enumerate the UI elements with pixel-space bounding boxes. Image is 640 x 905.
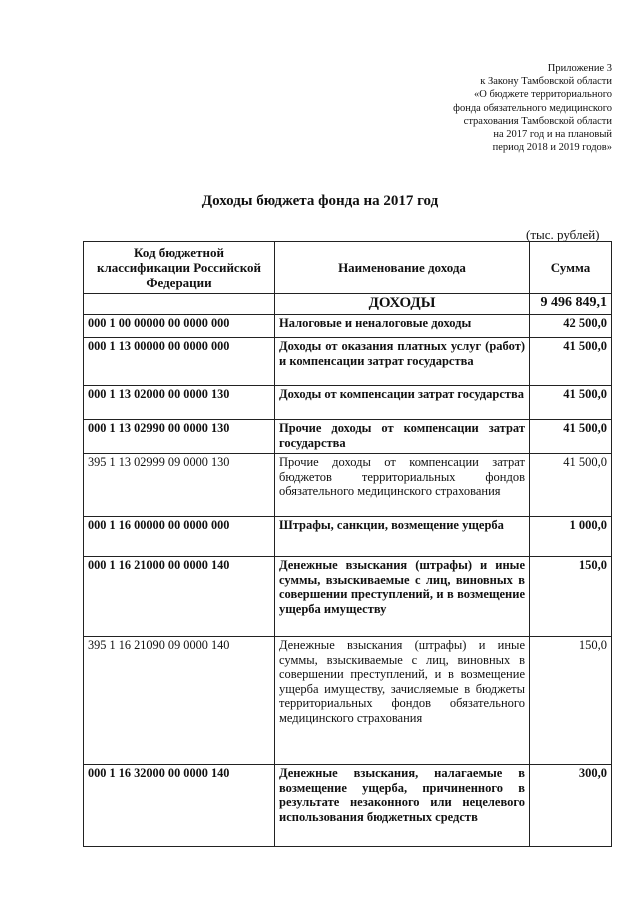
row-sum: 41 500,0 bbox=[530, 420, 612, 454]
table-header-row bbox=[84, 242, 612, 294]
row-name: Денежные взыскания, налагаемые в возмещение ущерба, причиненного в результате незаконного или нецелевого использования бюджетных средств bbox=[275, 765, 530, 847]
appendix-line: фонда обязательного медицинского bbox=[453, 102, 612, 114]
total-code-cell bbox=[84, 294, 275, 315]
row-code: 395 1 16 21090 09 0000 140 bbox=[84, 637, 275, 765]
header-code: Код бюджетной классификации Российской Федерации bbox=[84, 242, 275, 294]
table-row bbox=[84, 557, 612, 637]
appendix-line: Приложение 3 bbox=[547, 63, 612, 74]
header-name: Наименование дохода bbox=[275, 242, 530, 294]
page-title: Доходы бюджета фонда на 2017 год bbox=[201, 193, 439, 209]
appendix-line: страхования Тамбовской области bbox=[463, 115, 612, 127]
table-row bbox=[84, 637, 612, 765]
row-name: Штрафы, санкции, возмещение ущерба bbox=[275, 517, 530, 557]
table-row bbox=[84, 420, 612, 454]
table-row bbox=[84, 386, 612, 420]
appendix-line: к Закону Тамбовской области bbox=[480, 76, 612, 88]
appendix-reference bbox=[400, 62, 612, 154]
total-label: ДОХОДЫ bbox=[275, 294, 530, 315]
units-label: (тыс. рублей) bbox=[526, 227, 600, 242]
row-name: Доходы от компенсации затрат государства bbox=[275, 386, 530, 420]
row-name: Прочие доходы от компенсации затрат бюджетов территориальных фондов обязательного медицинского страхования bbox=[275, 454, 530, 517]
row-sum: 41 500,0 bbox=[530, 454, 612, 517]
row-code: 000 1 16 32000 00 0000 140 bbox=[84, 765, 275, 847]
total-sum: 9 496 849,1 bbox=[530, 294, 612, 315]
row-name: Доходы от оказания платных услуг (работ) и компенсации затрат государства bbox=[275, 338, 530, 386]
total-row bbox=[84, 294, 612, 315]
row-sum: 42 500,0 bbox=[530, 315, 612, 338]
row-sum: 300,0 bbox=[530, 765, 612, 847]
row-sum: 150,0 bbox=[530, 637, 612, 765]
income-table bbox=[83, 241, 612, 847]
row-code: 000 1 16 21000 00 0000 140 bbox=[84, 557, 275, 637]
row-sum: 41 500,0 bbox=[530, 338, 612, 386]
header-sum: Сумма bbox=[530, 242, 612, 294]
row-name: Прочие доходы от компенсации затрат государства bbox=[275, 420, 530, 454]
row-code: 000 1 00 00000 00 0000 000 bbox=[84, 315, 275, 338]
table-row bbox=[84, 315, 612, 338]
table-row bbox=[84, 454, 612, 517]
row-code: 000 1 13 02000 00 0000 130 bbox=[84, 386, 275, 420]
row-name: Налоговые и неналоговые доходы bbox=[275, 315, 530, 338]
row-sum: 1 000,0 bbox=[530, 517, 612, 557]
table-row bbox=[84, 338, 612, 386]
appendix-line: период 2018 и 2019 годов» bbox=[492, 142, 612, 154]
table-row bbox=[84, 517, 612, 557]
row-name: Денежные взыскания (штрафы) и иные суммы, взыскиваемые с лиц, виновных в совершении преступлений, и в возмещение ущерба имуществу bbox=[275, 557, 530, 637]
row-code: 000 1 16 00000 00 0000 000 bbox=[84, 517, 275, 557]
row-sum: 150,0 bbox=[530, 557, 612, 637]
row-code: 395 1 13 02999 09 0000 130 bbox=[84, 454, 275, 517]
table-row bbox=[84, 765, 612, 847]
appendix-line: «О бюджете территориального bbox=[474, 89, 612, 101]
row-code: 000 1 13 02990 00 0000 130 bbox=[84, 420, 275, 454]
row-name: Денежные взыскания (штрафы) и иные суммы, взыскиваемые с лиц, виновных в совершении преступлений, и в возмещение ущерба имуществу, зачисляемые в бюджеты территориальных фондов обязательного медицинского страхования bbox=[275, 637, 530, 765]
row-sum: 41 500,0 bbox=[530, 386, 612, 420]
appendix-line: на 2017 год и на плановый bbox=[493, 129, 612, 141]
row-code: 000 1 13 00000 00 0000 000 bbox=[84, 338, 275, 386]
